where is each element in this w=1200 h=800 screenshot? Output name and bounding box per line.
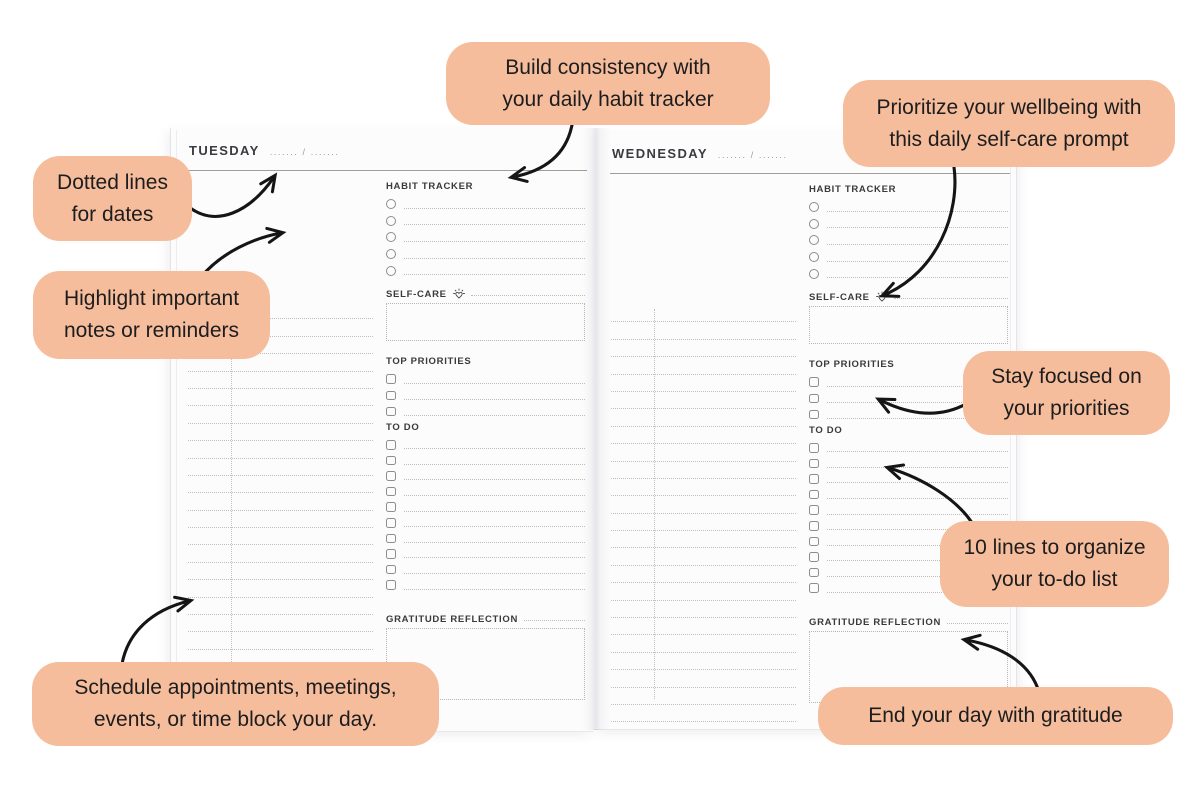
checkbox-icon: [809, 568, 819, 578]
schedule-line: [188, 545, 373, 562]
to-do-rows: [386, 437, 585, 593]
checkbox-icon: [809, 394, 819, 404]
callout-line: your daily habit tracker: [502, 87, 714, 111]
day-header: [612, 146, 788, 161]
checkbox-icon: [809, 521, 819, 531]
top-priorities-label: TOP PRIORITIES: [386, 356, 472, 367]
dotted-write-line: [827, 244, 1008, 245]
dotted-write-line: [827, 498, 1009, 499]
dotted-write-line: [404, 557, 586, 558]
habit-row: [809, 199, 1008, 216]
day-header: [189, 143, 339, 158]
callout-line: for dates: [71, 202, 154, 226]
habit-circle-icon: [809, 269, 819, 279]
todo-row: [386, 484, 585, 500]
schedule-line: [188, 632, 373, 649]
dotted-write-line: [471, 295, 585, 296]
schedule-line: [188, 598, 373, 615]
self-care-header: [809, 291, 1008, 304]
habit-circle-icon: [809, 219, 819, 229]
habit-row: [386, 196, 585, 213]
schedule-line: [611, 548, 796, 565]
dotted-write-line: [827, 211, 1008, 212]
schedule-line: [611, 479, 796, 496]
dotted-write-line: [947, 623, 1008, 624]
schedule-line: [188, 511, 373, 528]
planner-page-wednesday: [594, 131, 1017, 730]
schedule-line: [611, 653, 796, 670]
callout-gratitude: [818, 687, 1173, 745]
habit-tracker-rows: [386, 196, 585, 279]
dotted-write-line: [404, 479, 586, 480]
gratitude-label: GRATITUDE REFLECTION: [809, 617, 942, 628]
callout-line: events, or time block your day.: [93, 708, 378, 731]
schedule-line: [188, 493, 373, 510]
callout-line: this daily self-care prompt: [889, 127, 1129, 151]
gratitude-header: [809, 617, 1008, 628]
callout-line: End your day with gratitude: [868, 704, 1123, 727]
habit-circle-icon: [386, 266, 396, 276]
dotted-write-line: [827, 227, 1008, 228]
schedule-line: [611, 531, 796, 548]
schedule-line: [611, 409, 796, 426]
schedule-line: [611, 618, 796, 635]
priority-row: [386, 387, 585, 403]
dotted-write-line: [524, 620, 585, 621]
checkbox-icon: [809, 505, 819, 515]
schedule-time-divider: [231, 306, 232, 696]
schedule-time-divider: [654, 309, 655, 699]
schedule-lines: [188, 302, 373, 719]
dotted-write-line: [404, 464, 586, 465]
schedule-lines: [611, 305, 796, 722]
checkbox-icon: [386, 580, 396, 590]
callout-line: notes or reminders: [63, 319, 240, 342]
habit-row: [809, 216, 1008, 233]
schedule-line: [188, 615, 373, 632]
dotted-write-line: [827, 467, 1009, 468]
checkbox-icon: [809, 537, 819, 547]
todo-row: [386, 453, 585, 469]
top-priorities-rows: [386, 371, 585, 420]
todo-row: [386, 531, 585, 547]
schedule-line: [611, 375, 796, 392]
self-care-label: SELF-CARE: [386, 289, 447, 300]
checkbox-icon: [809, 583, 819, 593]
callout-line: Build consistency with: [505, 55, 711, 79]
priority-row: [386, 404, 585, 420]
checkbox-icon: [809, 490, 819, 500]
dotted-write-line: [404, 241, 585, 242]
callout-line: Schedule appointments, meetings,: [74, 676, 397, 699]
todo-row: [809, 471, 1008, 487]
dotted-write-line: [404, 511, 586, 512]
callout-todo-lines: [940, 521, 1169, 607]
schedule-line: [611, 601, 796, 618]
dotted-write-line: [404, 399, 586, 400]
gratitude-label: GRATITUDE REFLECTION: [386, 614, 519, 625]
self-care-heart-sparkle-icon: [452, 288, 466, 301]
callout-line: Prioritize your wellbeing with: [876, 95, 1142, 119]
schedule-line: [188, 441, 373, 458]
schedule-line: [188, 372, 373, 389]
callout-line: Highlight important: [63, 287, 240, 310]
dotted-write-line: [404, 258, 585, 259]
date-dotted-line: ....... / .......: [269, 147, 340, 157]
habit-circle-icon: [809, 252, 819, 262]
callout-line: Dotted lines: [57, 170, 168, 194]
schedule-line: [611, 340, 796, 357]
checkbox-icon: [386, 374, 396, 384]
schedule-line: [188, 459, 373, 476]
habit-row: [809, 249, 1008, 266]
dotted-write-line: [827, 277, 1008, 278]
schedule-line: [611, 444, 796, 461]
callout-line: your priorities: [1003, 397, 1130, 420]
habit-row: [386, 229, 585, 246]
todo-row: [386, 515, 585, 531]
schedule-line: [611, 392, 796, 409]
checkbox-icon: [809, 443, 819, 453]
checkbox-icon: [386, 487, 396, 497]
schedule-line: [611, 635, 796, 652]
to-do-label: TO DO: [386, 422, 420, 433]
to-do-label: TO DO: [809, 425, 843, 436]
habit-row: [809, 265, 1008, 282]
callout-stay-focused: [963, 351, 1170, 435]
date-dotted-line: ....... / .......: [717, 150, 788, 160]
checkbox-icon: [809, 552, 819, 562]
callout-dotted-dates: [33, 156, 192, 241]
checkbox-icon: [809, 377, 819, 387]
habit-tracker-label: HABIT TRACKER: [386, 181, 474, 192]
schedule-line: [611, 305, 796, 322]
checkbox-icon: [386, 407, 396, 417]
schedule-line: [611, 322, 796, 339]
checkbox-icon: [386, 456, 396, 466]
checkbox-icon: [809, 410, 819, 420]
self-care-label: SELF-CARE: [809, 292, 870, 303]
habit-circle-icon: [809, 202, 819, 212]
schedule-line: [611, 357, 796, 374]
checkbox-icon: [386, 440, 396, 450]
schedule-line: [188, 563, 373, 580]
planner-page-tuesday: [170, 128, 593, 732]
dotted-write-line: [894, 298, 1008, 299]
schedule-line: [611, 566, 796, 583]
todo-row: [809, 502, 1008, 518]
checkbox-icon: [386, 502, 396, 512]
schedule-line: [188, 424, 373, 441]
dotted-write-line: [404, 208, 585, 209]
habit-circle-icon: [386, 216, 396, 226]
checkbox-icon: [809, 459, 819, 469]
todo-row: [809, 440, 1008, 456]
dotted-write-line: [404, 573, 586, 574]
schedule-line: [611, 705, 796, 722]
dotted-write-line: [404, 542, 586, 543]
dotted-write-line: [404, 589, 586, 590]
schedule-line: [611, 670, 796, 687]
self-care-heart-sparkle-icon: [875, 291, 889, 304]
habit-circle-icon: [386, 232, 396, 242]
todo-row: [809, 487, 1008, 503]
schedule-line: [188, 389, 373, 406]
self-care-header: [386, 288, 585, 301]
callout-self-care: [843, 80, 1175, 167]
schedule-line: [611, 496, 796, 513]
schedule-line: [611, 583, 796, 600]
header-rule: [610, 173, 1010, 174]
dotted-write-line: [827, 482, 1009, 483]
dotted-write-line: [404, 448, 586, 449]
callout-line: 10 lines to organize: [963, 536, 1146, 559]
day-title: WEDNESDAY: [612, 146, 708, 161]
dotted-write-line: [404, 526, 586, 527]
schedule-line: [188, 406, 373, 423]
todo-row: [386, 499, 585, 515]
habit-tracker-label: HABIT TRACKER: [809, 184, 897, 195]
schedule-line: [188, 580, 373, 597]
header-rule: [187, 170, 587, 171]
todo-row: [386, 562, 585, 578]
schedule-line: [611, 427, 796, 444]
habit-row: [386, 262, 585, 279]
schedule-line: [188, 476, 373, 493]
dotted-write-line: [404, 274, 585, 275]
habit-row: [386, 213, 585, 230]
checkbox-icon: [386, 549, 396, 559]
checkbox-icon: [386, 534, 396, 544]
checkbox-icon: [386, 518, 396, 528]
checkbox-icon: [809, 474, 819, 484]
callout-schedule: [32, 662, 439, 746]
schedule-line: [611, 514, 796, 531]
habit-row: [809, 232, 1008, 249]
callout-line: Stay focused on: [991, 365, 1142, 388]
dotted-write-line: [404, 224, 585, 225]
dotted-write-line: [827, 261, 1008, 262]
schedule-line: [188, 528, 373, 545]
self-care-box: [386, 303, 585, 341]
checkbox-icon: [386, 565, 396, 575]
top-priorities-label: TOP PRIORITIES: [809, 359, 895, 370]
habit-circle-icon: [386, 249, 396, 259]
checkbox-icon: [386, 471, 396, 481]
habit-tracker-rows: [809, 199, 1008, 282]
day-title: TUESDAY: [189, 143, 260, 158]
callout-highlight-notes: [33, 271, 270, 359]
self-care-box: [809, 306, 1008, 344]
habit-circle-icon: [386, 199, 396, 209]
todo-row: [386, 468, 585, 484]
todo-row: [386, 577, 585, 593]
todo-row: [386, 437, 585, 453]
todo-row: [386, 546, 585, 562]
dotted-write-line: [827, 514, 1009, 515]
callout-habit-tracker: [446, 42, 770, 125]
callout-line: your to-do list: [991, 568, 1118, 591]
dotted-write-line: [404, 383, 586, 384]
schedule-line: [611, 462, 796, 479]
dotted-write-line: [404, 415, 586, 416]
dotted-write-line: [404, 495, 586, 496]
habit-circle-icon: [809, 235, 819, 245]
dotted-write-line: [827, 451, 1009, 452]
habit-row: [386, 246, 585, 263]
todo-row: [809, 456, 1008, 472]
gratitude-header: [386, 614, 585, 625]
schedule-line: [611, 688, 796, 705]
checkbox-icon: [386, 391, 396, 401]
priority-row: [386, 371, 585, 387]
